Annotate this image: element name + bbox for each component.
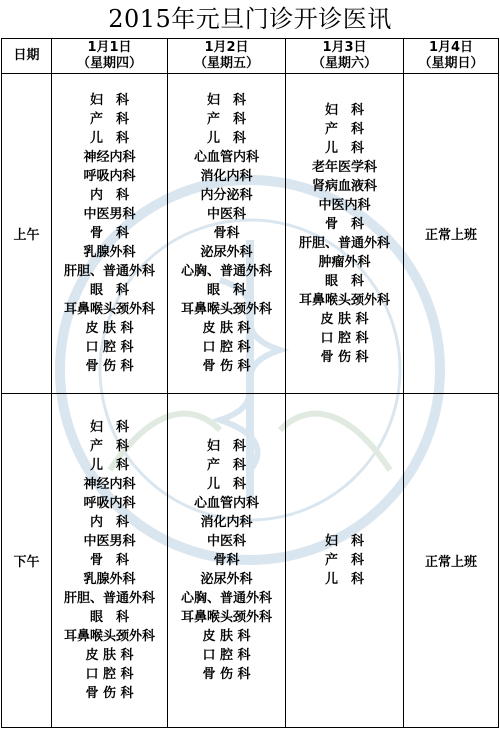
department-item: 眼 科 [324,273,364,289]
department-item: 皮 肤 科 [202,321,251,336]
department-item: 儿 科 [206,477,246,492]
afternoon-label: 下午 [2,394,52,728]
department-item: 产 科 [206,112,246,127]
department-item: 骨 科 [89,553,129,568]
department-item: 老年医学科 [311,159,377,175]
department-item: 中医男科 [83,534,136,549]
department-item: 儿 科 [324,572,364,587]
department-item: 眼 科 [89,283,129,298]
afternoon-day2-list [168,394,286,728]
department-item: 妇 科 [324,534,364,549]
department-item: 中医内科 [318,197,371,213]
department-item: 骨 科 [324,216,364,232]
department-item: 泌尿外科 [200,572,253,587]
department-item: 妇 科 [206,439,246,454]
header-date-label: 日期 [2,39,52,74]
department-item: 神经内科 [83,477,136,492]
clinic-schedule-table [1,38,499,728]
department-item: 肝胆、普通外科 [63,264,155,279]
department-item: 中医男科 [83,207,136,222]
department-item: 妇 科 [89,93,129,108]
department-item: 心血管内科 [193,496,259,511]
department-item: 口 腔 科 [202,340,251,355]
header-day-3: 1月3日 （星期六） [286,39,404,74]
department-item: 内 科 [89,515,129,530]
department-item: 泌尿外科 [200,245,253,260]
department-item: 皮 肤 科 [85,648,134,663]
department-item: 产 科 [324,121,364,137]
department-item: 肝胆、普通外科 [298,235,390,251]
department-item: 乳腺外科 [83,572,136,587]
department-item: 呼吸内科 [83,496,136,511]
department-item: 中医科 [206,207,246,222]
department-item: 产 科 [324,553,364,568]
department-item: 产 科 [206,458,246,473]
header-day-1: 1月1日 （星期四） [52,39,168,74]
department-item: 肿瘤外科 [318,254,371,270]
morning-day2-list [168,74,286,394]
department-item: 呼吸内科 [83,169,136,184]
department-item: 心血管内科 [193,150,259,165]
department-item: 骨 伤 科 [85,686,134,701]
morning-day1-list [52,74,168,394]
department-item: 内 科 [89,188,129,203]
department-item: 眼 科 [89,610,129,625]
department-item: 耳鼻喉头颈外科 [298,292,390,308]
department-item: 骨 伤 科 [202,667,251,682]
department-item: 耳鼻喉头颈外科 [180,302,272,317]
department-item: 心胸、普通外科 [180,264,272,279]
department-item: 中医科 [206,534,246,549]
department-item: 耳鼻喉头颈外科 [180,610,272,625]
department-item: 皮 肤 科 [202,629,251,644]
page-title: 2015年元旦门诊开诊医讯 [108,5,392,33]
department-item: 消化内科 [200,515,253,530]
afternoon-day1-list [52,394,168,728]
department-item: 骨 科 [89,226,129,241]
department-item: 产 科 [89,112,129,127]
department-item: 骨 伤 科 [85,359,134,374]
department-item: 儿 科 [324,140,364,156]
department-item: 口 腔 科 [85,667,134,682]
department-item: 神经内科 [83,150,136,165]
department-item: 皮 肤 科 [85,321,134,336]
department-item: 口 腔 科 [320,330,369,346]
department-item: 乳腺外科 [83,245,136,260]
header-day-4: 1月4日 （星期日） [404,39,499,74]
department-item: 骨科 [213,553,240,568]
department-item: 口 腔 科 [85,340,134,355]
department-item: 产 科 [89,439,129,454]
department-item: 耳鼻喉头颈外科 [63,629,155,644]
department-item: 妇 科 [89,420,129,435]
department-item: 儿 科 [89,458,129,473]
department-item: 妇 科 [206,93,246,108]
department-item: 内分泌科 [200,188,253,203]
morning-day4-status: 正常上班 [404,74,499,394]
department-item: 骨科 [213,226,240,241]
department-item: 眼 科 [206,283,246,298]
morning-day3-list [286,74,404,394]
department-item: 肾病血液科 [311,178,377,194]
department-item: 口 腔 科 [202,648,251,663]
department-item: 心胸、普通外科 [180,591,272,606]
department-item: 儿 科 [89,131,129,146]
afternoon-day4-status: 正常上班 [404,394,499,728]
afternoon-day3-list [286,394,404,728]
department-item: 肝胆、普通外科 [63,591,155,606]
department-item: 消化内科 [200,169,253,184]
department-item: 儿 科 [206,131,246,146]
department-item: 皮 肤 科 [320,311,369,327]
department-item: 耳鼻喉头颈外科 [63,302,155,317]
department-item: 骨 伤 科 [320,349,369,365]
department-item: 骨 伤 科 [202,359,251,374]
header-day-2: 1月2日 （星期五） [168,39,286,74]
department-item: 妇 科 [324,102,364,118]
morning-label: 上午 [2,74,52,394]
